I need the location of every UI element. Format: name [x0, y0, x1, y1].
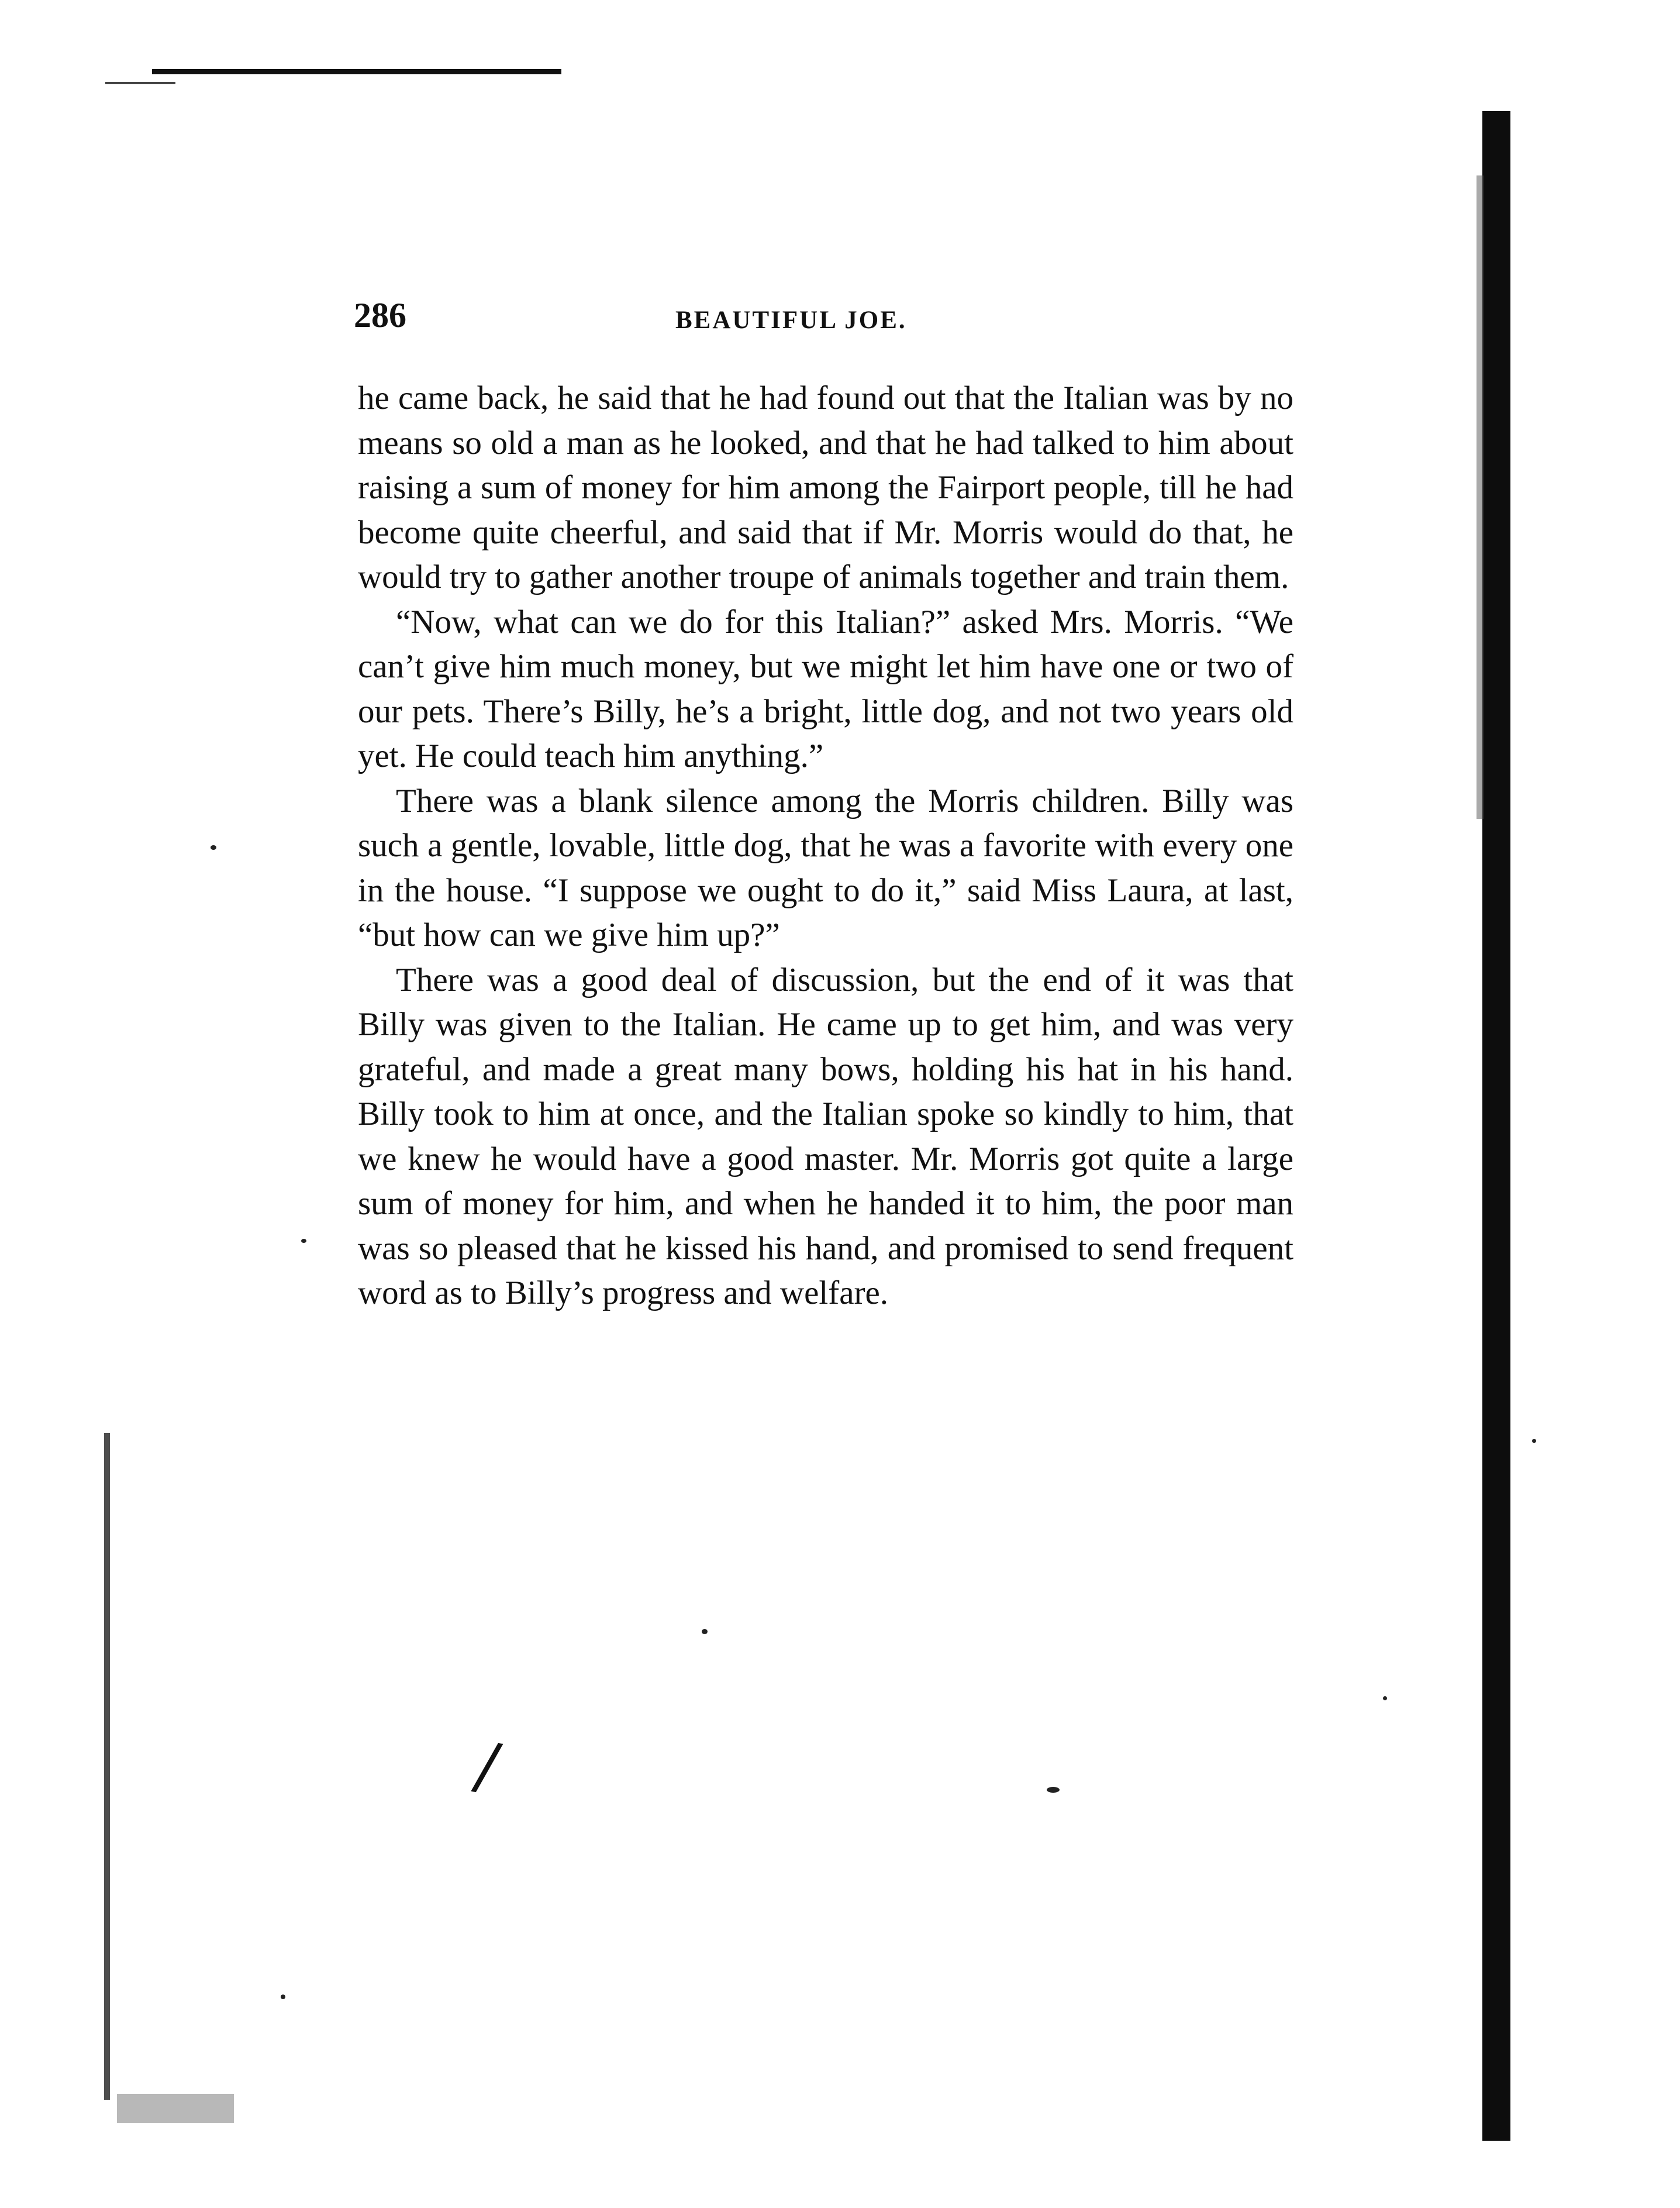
scan-edge-shadow [1482, 111, 1510, 2141]
scan-speck [1047, 1787, 1060, 1793]
scan-speck [1383, 1696, 1387, 1700]
scan-edge-shadow [104, 1433, 110, 2100]
scan-artifact-rule [152, 69, 561, 74]
scan-speck [281, 1995, 285, 1999]
paragraph: “Now, what can we do for this Italian?” asked Mrs. Morris. “We can’t give him much money, but we might let him have one or two of our pets. There’s Billy, he’s a bright, little dog, and not two years old yet. He could teach him anything.” [358, 603, 1293, 774]
scan-speck [1532, 1439, 1536, 1443]
paragraph: There was a good deal of discussion, but the end of it was that Billy was given to the Italian. He came up to get him, and was very grateful, and made a great many bows, holding his hat in his hand. Billy took to him at once, and the Italian spoke so kindly to him, that we knew he would have a good master. Mr. Morris got quite a large sum of money for him, and when he handed it to him, the poor man was so pleased that he kissed his hand, and promised to send frequent word as to Billy’s progress and welfare. [358, 961, 1293, 1311]
scan-smudge [117, 2094, 234, 2123]
ink-mark: / [469, 1727, 506, 1805]
paragraph: he came back, he said that he had found out that the Italian was by no means so old a man as he looked, and that he had talked to him about raising a sum of money for him among the Fairport people, till he had become quite cheerful, and said that if Mr. Morris would do that, he would try to gather another troupe of animals together and train them. [358, 380, 1293, 595]
scan-edge-shadow [1477, 175, 1484, 819]
page-number: 286 [354, 296, 406, 335]
scan-speck [702, 1629, 708, 1634]
paragraph: There was a blank silence among the Morris children. Billy was such a gentle, lovable, little dog, that he was a favorite with every one in the house. “I suppose we ought to do it,” said Miss Laura, at last, “but how can we give him up?” [358, 782, 1293, 953]
scan-speck [211, 845, 216, 850]
scan-speck [301, 1239, 306, 1243]
page-body [358, 376, 1293, 1316]
scan-artifact-rule [105, 82, 175, 84]
page-header [354, 295, 1295, 348]
running-head: BEAUTIFUL JOE. [675, 306, 907, 334]
